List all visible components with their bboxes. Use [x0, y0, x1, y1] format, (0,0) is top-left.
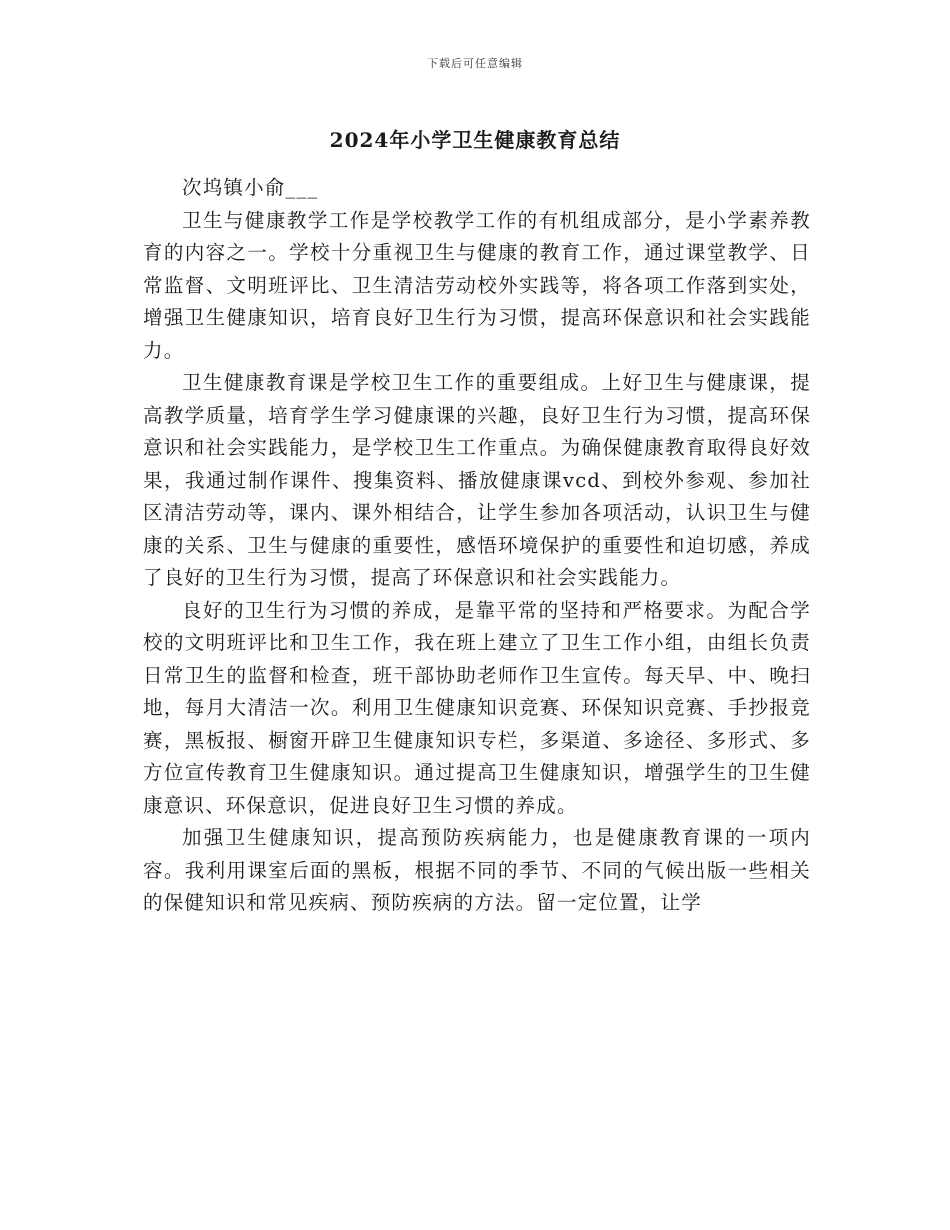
paragraph-4: 加强卫生健康知识，提高预防疾病能力，也是健康教育课的一项内容。我利用课室后面的黑板，根据不同的季节、不同的气候出版一些相关的保健知识和常见疾病、预防疾病的方法。留一定位置，让学 [143, 826, 811, 914]
document-title: 2024年小学卫生健康教育总结 [329, 128, 621, 152]
document-body [143, 172, 811, 920]
paragraph-3: 良好的卫生行为习惯的养成，是靠平常的坚持和严格要求。为配合学校的文明班评比和卫生工作，我在班上建立了卫生工作小组，由组长负责日常卫生的监督和检查，班干部协助老师作卫生宣传。每天早、中、晚扫地，每月大清洁一次。利用卫生健康知识竞赛、环保知识竞赛、手抄报竞赛，黑板报、橱窗开辟卫生健康知识专栏，多渠道、多途径、多形式、多方位宣传教育卫生健康知识。通过提高卫生健康知识，增强学生的卫生健康意识、环保意识，促进良好卫生习惯的养成。 [143, 598, 811, 817]
paragraph-1: 卫生与健康教学工作是学校教学工作的有机组成部分，是小学素养教育的内容之一。学校十分重视卫生与健康的教育工作，通过课堂教学、日常监督、文明班评比、卫生清洁劳动校外实践等，将各项工作落到实处，增强卫生健康知识，培育良好卫生行为习惯，提高环保意识和社会实践能力。 [143, 208, 811, 362]
author-line: 次坞镇小俞___ [182, 176, 319, 199]
header-note: 下载后可任意编辑 [427, 57, 523, 70]
paragraph-2: 卫生健康教育课是学校卫生工作的重要组成。上好卫生与健康课，提高教学质量，培育学生学习健康课的兴趣，良好卫生行为习惯，提高环保意识和社会实践能力，是学校卫生工作重点。为确保健康教育取得良好效果，我通过制作课件、搜集资料、播放健康课vcd、到校外参观、参加社区清洁劳动等，课内、课外相结合，让学生参加各项活动，认识卫生与健康的关系、卫生与健康的重要性，感悟环境保护的重要性和迫切感，养成了良好的卫生行为习惯，提高了环保意识和社会实践能力。 [143, 371, 811, 589]
